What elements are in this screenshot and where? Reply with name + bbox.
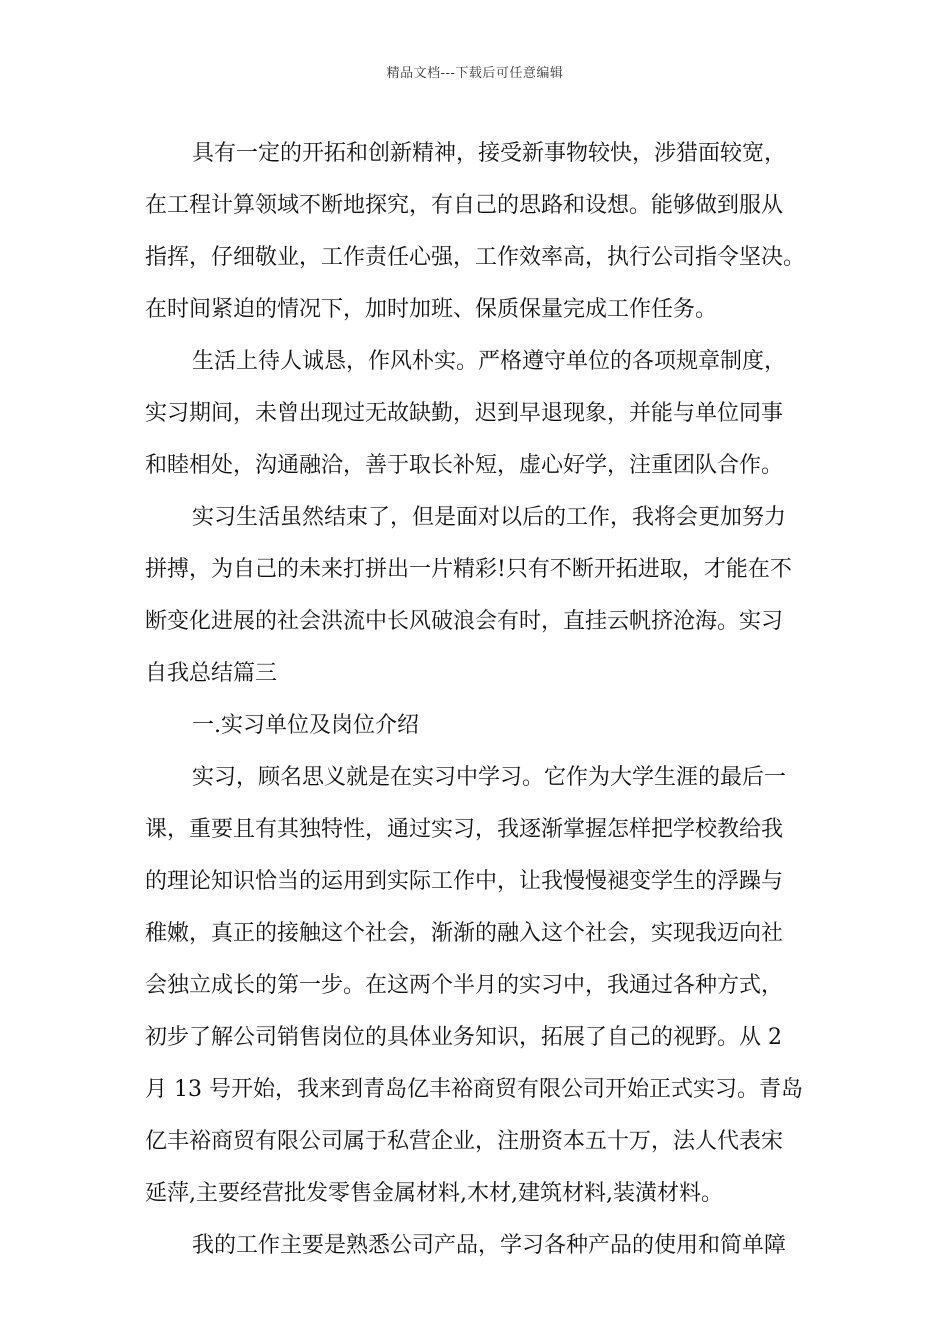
text-line: 实习期间，未曾出现过无故缺勤，迟到早退现象，并能与单位同事: [145, 401, 784, 426]
text-line: 实习生活虽然结束了，但是面对以后的工作，我将会更加努力: [192, 505, 787, 530]
text-line: 在工程计算领域不断地探究，有自己的思路和设想。能够做到服从: [145, 193, 784, 218]
text-line: 初步了解公司销售岗位的具体业务知识，拓展了自己的视野。从 2: [145, 1025, 782, 1050]
text-line: 课，重要且有其独特性，通过实习，我逐渐掌握怎样把学校教给我: [145, 817, 784, 842]
section-heading: 一.实习单位及岗位介绍: [192, 713, 419, 738]
text-line: 拼搏，为自己的未来打拼出一片精彩!只有不断开拓进取，才能在不: [145, 557, 792, 582]
text-line: 的理论知识恰当的运用到实际工作中，让我慢慢褪变学生的浮躁与: [145, 869, 784, 894]
text-line: 自我总结篇三: [145, 661, 278, 686]
page-header: 精品文档---下载后可任意编辑: [386, 66, 564, 81]
text-line: 稚嫩，真正的接触这个社会，渐渐的融入这个社会，实现我迈向社: [145, 921, 784, 946]
text-line: 在时间紧迫的情况下，加时加班、保质保量完成工作任务。: [145, 297, 718, 322]
text-line: 实习，顾名思义就是在实习中学习。它作为大学生涯的最后一: [192, 765, 787, 790]
text-line: 生活上待人诚恳，作风朴实。严格遵守单位的各项规章制度，: [192, 349, 787, 374]
text-line: 我的工作主要是熟悉公司产品，学习各种产品的使用和简单障: [192, 1233, 787, 1258]
text-line: 具有一定的开拓和创新精神，接受新事物较快，涉猎面较宽，: [192, 141, 787, 166]
text-line: 延萍,主要经营批发零售金属材料,木材,建筑材料,装潢材料。: [145, 1181, 723, 1206]
text-line: 亿丰裕商贸有限公司属于私营企业，注册资本五十万，法人代表宋: [145, 1129, 784, 1154]
text-line: 断变化进展的社会洪流中长风破浪会有时，直挂云帆挤沧海。实习: [145, 609, 784, 634]
document-body: [145, 128, 825, 1272]
text-line: 会独立成长的第一步。在这两个半月的实习中，我通过各种方式，: [145, 973, 784, 998]
text-line: 指挥，仔细敬业，工作责任心强，工作效率高，执行公司指令坚决。: [145, 245, 806, 270]
text-line: 月 13 号开始，我来到青岛亿丰裕商贸有限公司开始正式实习。青岛: [145, 1077, 803, 1102]
text-line: 和睦相处，沟通融洽，善于取长补短，虚心好学，注重团队合作。: [145, 453, 784, 478]
